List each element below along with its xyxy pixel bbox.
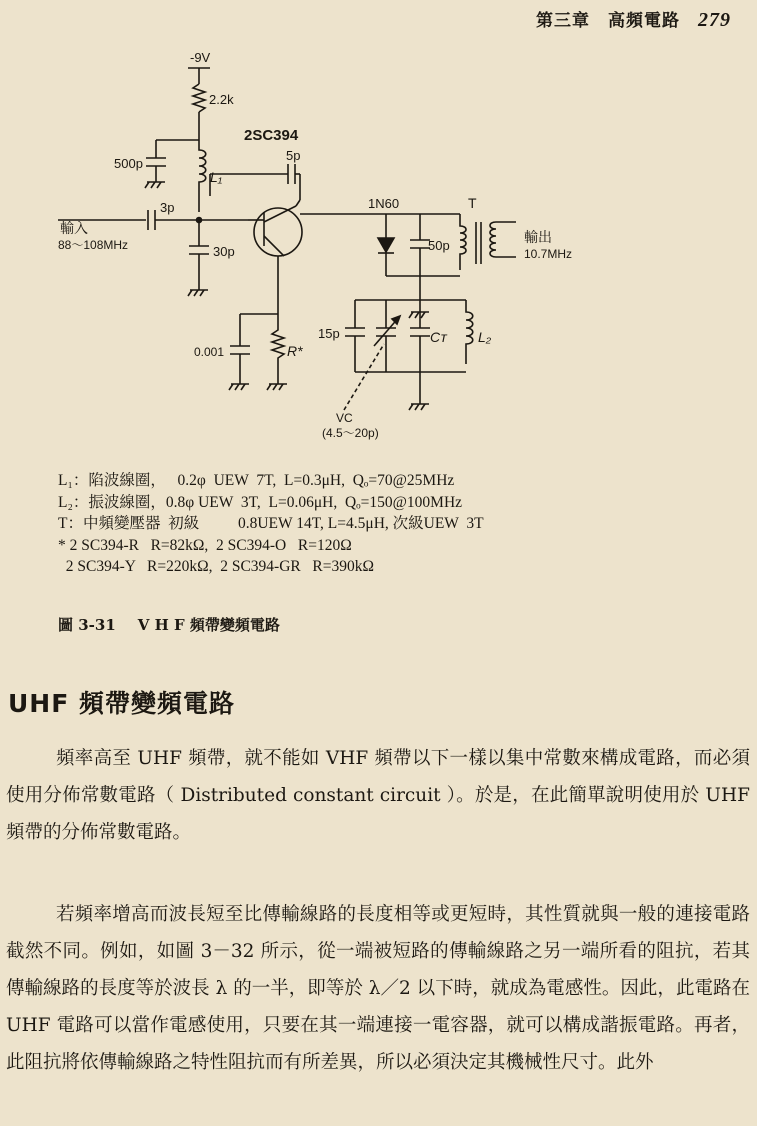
l1-coil [199, 140, 206, 212]
transformer-label: T [468, 195, 477, 211]
paragraph-2-text: 若頻率增高而波長短至比傳輸線路的長度相等或更短時，其性質就與一般的連接電路截然不同。例如，如圖 3－32 所示，從一端被短路的傳輸線路之另一端所看的阻抗，若其傳輸線路的長度等於波長 λ 的一半，即等於 λ／2 以下時，就成為電感性。因此，此電路在 UHF 電路可以當作電感使用，只要在其一端連接一電容器，就可以構成諧振電路。再者，此阻抗將依傳輸線路之特性阻抗而有所差異，所以必須決定其機械性尺寸。此外 [6, 904, 750, 1073]
t-secondary [490, 222, 496, 257]
input-label: 輸入 [60, 220, 88, 236]
note-l1: L₁：陷波線圈， 0.2φ UEW 7T, L=0.3μH, Qₒ=70@25MHz [58, 472, 455, 489]
c0001-label: 0.001 [194, 345, 225, 359]
page-number: 279 [698, 9, 731, 31]
note-r1: * 2 SC394-R R=82kΩ, 2 SC394-O R=120Ω [58, 536, 352, 554]
ct-label: Cᴛ [430, 329, 448, 345]
figure-number: 圖 3-31 [58, 616, 116, 634]
diode-symbol [378, 238, 394, 252]
bias-resistor-label: 2.2k [209, 92, 234, 107]
note-r2: 2 SC394-Y R=220kΩ, 2 SC394-GR R=390kΩ [58, 558, 374, 575]
figure-caption [58, 614, 302, 635]
paragraph-1-text: 頻率高至 UHF 頻帶，就不能如 VHF 頻帶以下一樣以集中常數來構成電路，而必須使用分佈常數電路（ Distributed constant circuit ）。於是，在此簡單說明使用於 UHF 頻帶的分佈常數電路。 [6, 748, 750, 843]
c5p-label: 5p [286, 148, 301, 163]
component-notes [58, 470, 484, 578]
l1-label: L₁ [210, 169, 223, 185]
transistor-label: 2SC394 [244, 127, 299, 144]
note-l2: L₂：振波線圈，0.8φ UEW 3T, L=0.06μH, Qₒ=150@100MHz [58, 493, 463, 511]
c30p-label: 30p [213, 244, 235, 259]
c50p-label: 50p [428, 238, 450, 253]
c500p-label: 500p [114, 156, 143, 171]
chapter-title: 第三章 高頻電路 [536, 11, 680, 31]
output-freq: 10.7MHz [524, 247, 573, 261]
l2-label: L₂ [478, 329, 492, 345]
paragraph-1 [6, 740, 750, 851]
input-range: 88～108MHz [58, 238, 129, 252]
vc-range: (4.5～20p) [322, 426, 379, 440]
figure-title: V H F 頻帶變頻電路 [137, 616, 280, 634]
diode-label: 1N60 [368, 196, 400, 211]
l2-coil [466, 300, 473, 364]
t-primary [460, 214, 466, 270]
output-label: 輸出 [524, 229, 552, 245]
vc-label: VC [336, 411, 353, 425]
circuit-diagram [0, 40, 757, 450]
c3p-label: 3p [160, 200, 175, 215]
section-heading: UHF 頻帶變頻電路 [8, 689, 236, 718]
r-star-label: R* [287, 343, 303, 359]
vcc-label: -9V [190, 50, 211, 65]
page-header [536, 6, 731, 32]
emitter-resistor [272, 314, 284, 384]
bias-resistor [193, 84, 205, 112]
paragraph-2 [6, 896, 750, 1081]
c15p-label: 15p [318, 326, 340, 341]
note-t: T：中頻變壓器 初級 0.8UEW 14T, L=4.5μH, 次級UEW 3T [58, 515, 484, 532]
